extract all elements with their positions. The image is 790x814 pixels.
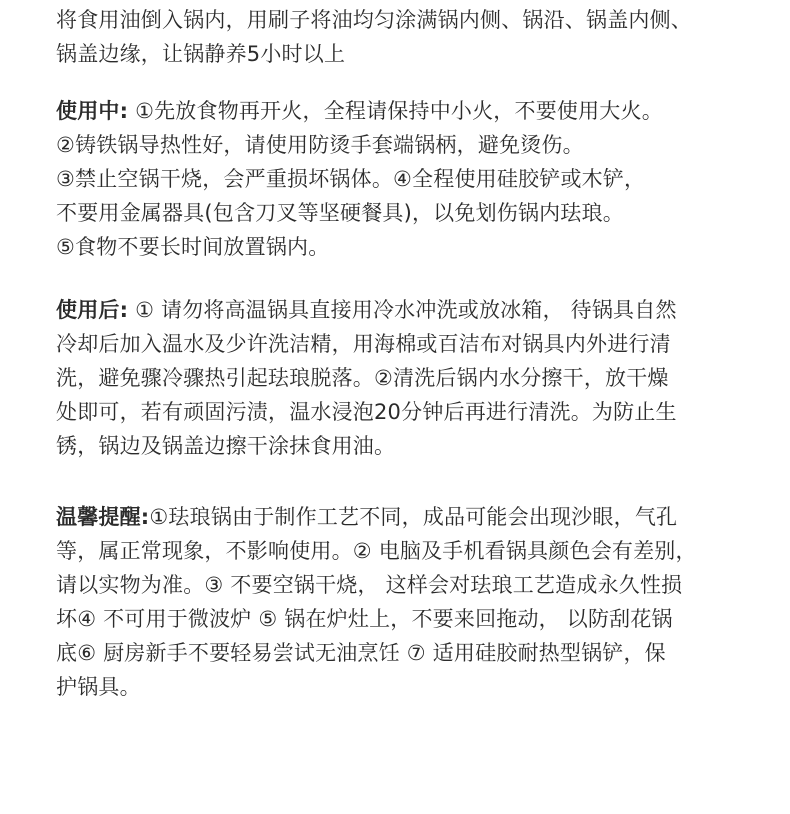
during-use-line: 不要用金属器具(包含刀叉等坚硬餐具)，以免划伤锅内珐琅。: [56, 201, 624, 225]
after-use-label: 使用后:: [56, 298, 129, 322]
after-use-text: ① 请勿将高温锅具直接用冷水冲洗或放冰箱， 待锅具自然: [128, 298, 677, 322]
after-use-line: 洗，避免骤冷骤热引起珐琅脱落。②清洗后锅内水分擦干，放干燥: [56, 366, 669, 390]
tips-line: 请以实物为准。③ 不要空锅干烧， 这样会对珐琅工艺造成永久性损: [56, 573, 683, 597]
after-use-first-line: [56, 293, 677, 327]
during-use-line: ⑤食物不要长时间放置锅内。: [56, 235, 330, 259]
tips-line: 等，属正常现象，不影响使用。② 电脑及手机看锅具颜色会有差别，: [56, 539, 697, 563]
after-use-line: 冷却后加入温水及少许洗洁精，用海棉或百洁布对锅具内外进行清: [56, 332, 671, 356]
intro-section: [56, 3, 692, 71]
during-use-line: ②铸铁锅导热性好，请使用防烫手套端锅柄，避免烫伤。: [56, 133, 584, 157]
after-use-line: 锈，锅边及锅盖边擦干涂抹食用油。: [56, 434, 396, 458]
during-use-section: [56, 94, 663, 264]
during-use-text: ①先放食物再开火，全程请保持中小火，不要使用大火。: [128, 99, 663, 123]
tips-label: 温馨提醒:: [56, 505, 150, 529]
during-use-line: ③禁止空锅干烧，会严重损坏锅体。④全程使用硅胶铲或木铲，: [56, 167, 646, 191]
tips-line: 护锅具。: [56, 675, 141, 699]
tips-text: ①珐琅锅由于制作工艺不同，成品可能会出现沙眼，气孔: [149, 505, 678, 529]
after-use-section: [56, 293, 677, 463]
tips-section: [56, 500, 697, 704]
tips-line: 底⑥ 厨房新手不要轻易尝试无油烹饪 ⑦ 适用硅胶耐热型锅铲，保: [56, 641, 666, 665]
intro-line: 将食用油倒入锅内，用刷子将油均匀涂满锅内侧、锅沿、锅盖内侧、: [56, 8, 692, 32]
tips-first-line: [56, 500, 697, 534]
intro-line: 锅盖边缘，让锅静养5小时以上: [56, 42, 346, 66]
after-use-line: 处即可，若有顽固污渍，温水浸泡20分钟后再进行清洗。为防止生: [56, 400, 677, 424]
during-use-first-line: [56, 94, 663, 128]
tips-line: 坏④ 不可用于微波炉 ⑤ 锅在炉灶上，不要来回拖动， 以防刮花锅: [56, 607, 673, 631]
during-use-label: 使用中:: [56, 99, 129, 123]
